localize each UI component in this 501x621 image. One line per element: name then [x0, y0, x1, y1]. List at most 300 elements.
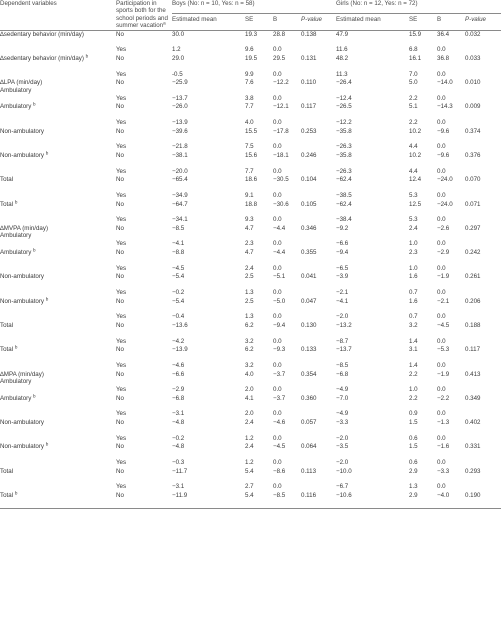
girls-p-value-cell [465, 338, 501, 347]
girls-p-value-cell: 0.297 [465, 224, 481, 232]
boys-estimated-mean-cell: −38.1 [172, 152, 188, 160]
girls-b-cell: 0.0 [437, 70, 446, 78]
table-row [0, 168, 501, 177]
girls-estimated-mean-cell: 48.2 [336, 54, 349, 62]
dependent-variable-cell [0, 55, 116, 71]
girls-se-cell: 1.0 [409, 386, 418, 394]
dependent-variable-sublabel: Ambulatory [0, 232, 32, 240]
footnote-mark: b [14, 199, 18, 205]
dependent-variable-cell [0, 443, 116, 459]
boys-b-cell: 29.5 [273, 54, 286, 62]
dependent-variable-label: Total [0, 491, 14, 499]
boys-group-header: Boys (No: n = 10, Yes: n = 58) [172, 0, 336, 13]
girls-b-header: B [437, 15, 442, 23]
dependent-variable-cell [0, 46, 116, 55]
girls-p-value-cell: 0.376 [465, 152, 481, 160]
girls-estimated-mean-cell: −4.9 [336, 386, 349, 394]
girls-se-cell: 1.4 [409, 361, 418, 369]
girls-se-cell: 5.3 [409, 191, 418, 199]
footnote-mark: b [45, 150, 49, 156]
table-row [0, 95, 501, 104]
participation-cell: Yes [116, 216, 127, 224]
girls-estimated-mean-cell: −9.4 [336, 249, 349, 257]
boys-b-cell: 0.0 [273, 289, 282, 297]
boys-se-cell: 15.5 [245, 127, 258, 135]
participation-cell: No [116, 152, 124, 160]
boys-b-cell: −9.3 [273, 346, 286, 354]
boys-estimated-mean-cell: −65.4 [172, 176, 188, 184]
girls-b-cell: −1.9 [437, 273, 450, 281]
girls-b-cell: −1.6 [437, 443, 450, 451]
dependent-variable-label: Total [0, 176, 14, 184]
dependent-variable-label: ∆LPA (min/day) [0, 79, 43, 87]
boys-p-value-cell: 0.113 [301, 467, 317, 475]
dependent-variable-cell [0, 176, 116, 192]
table-row [0, 362, 501, 371]
boys-b-cell: 0.0 [273, 410, 282, 418]
girls-estimated-mean-cell: −2.0 [336, 313, 349, 321]
boys-se-cell: 4.1 [245, 394, 254, 402]
boys-b-cell: 0.0 [273, 386, 282, 394]
boys-estimated-mean-cell: −25.9 [172, 79, 188, 87]
dependent-variable-cell [0, 483, 116, 492]
boys-p-value-cell: 0.346 [301, 224, 317, 232]
boys-b-cell: −4.5 [273, 443, 286, 451]
boys-b-cell: 0.0 [273, 191, 282, 199]
boys-estimated-mean-cell: −0.2 [172, 289, 185, 297]
boys-se-cell: 9.9 [245, 70, 254, 78]
boys-se-cell: 1.3 [245, 289, 254, 297]
girls-se-cell: 2.3 [409, 249, 418, 257]
participation-cell: No [116, 176, 124, 184]
boys-p-value-cell: 0.041 [301, 273, 317, 281]
dependent-variable-cell [0, 168, 116, 177]
girls-p-value-cell: 0.033 [465, 54, 481, 62]
boys-estimated-mean-cell: −2.9 [172, 386, 185, 394]
participation-cell: Yes [116, 361, 127, 369]
girls-p-value-cell [465, 459, 501, 468]
girls-estimated-mean-cell: −4.9 [336, 410, 349, 418]
dependent-variable-cell [0, 201, 116, 217]
boys-estimated-mean-cell: −20.0 [172, 167, 188, 175]
participation-cell: No [116, 370, 124, 378]
boys-b-cell: 0.0 [273, 94, 282, 102]
boys-se-cell: 2.4 [245, 419, 254, 427]
girls-se-cell: 1.0 [409, 240, 418, 248]
girls-estimated-mean-cell: −6.5 [336, 264, 349, 272]
girls-estimated-mean-cell: −10.0 [336, 467, 352, 475]
boys-estimated-mean-cell: −6.8 [172, 394, 185, 402]
girls-estimated-mean-cell: −35.8 [336, 127, 352, 135]
participation-cell: No [116, 273, 124, 281]
boys-b-cell: 0.0 [273, 361, 282, 369]
girls-se-cell: 5.1 [409, 103, 418, 111]
girls-group-header: Girls (No: n = 12, Yes: n = 72) [336, 0, 501, 13]
boys-p-value-cell [301, 143, 336, 152]
dependent-variable-cell [0, 240, 116, 249]
table-row [0, 176, 501, 192]
boys-p-value-cell: 0.116 [301, 492, 336, 508]
girls-b-cell: 0.0 [437, 434, 446, 442]
participation-cell: No [116, 249, 124, 257]
dependent-variable-label: ∆MVPA (min/day) [0, 224, 49, 232]
boys-b-cell: 0.0 [273, 240, 282, 248]
dependent-variable-cell [0, 225, 116, 241]
girls-estimated-mean-cell: 11.6 [336, 46, 348, 54]
girls-p-value-cell [465, 386, 501, 395]
girls-p-value-cell: 0.206 [465, 297, 481, 305]
boys-p-value-cell [301, 362, 336, 371]
boys-b-cell: −4.6 [273, 419, 286, 427]
boys-estimated-mean-cell: 1.2 [172, 46, 181, 54]
participation-cell: No [116, 297, 124, 305]
participation-cell: Yes [116, 410, 127, 418]
boys-b-cell: −12.2 [273, 79, 289, 87]
boys-estimated-mean-cell: −8.5 [172, 224, 185, 232]
boys-se-cell: 7.5 [245, 143, 254, 151]
girls-se-cell: 0.7 [409, 313, 418, 321]
dependent-variable-cell [0, 289, 116, 298]
boys-p-value-cell [301, 483, 336, 492]
boys-estimated-mean-cell: -0.5 [172, 70, 183, 78]
dependent-variable-label: Total [0, 346, 14, 354]
dependent-variable-label: ∆MPA (min/day) [0, 370, 44, 378]
boys-b-cell: −30.5 [273, 176, 289, 184]
girls-b-cell: 0.0 [437, 459, 446, 466]
boys-estimated-mean-cell: −13.9 [172, 346, 188, 354]
boys-p-value-cell: 0.246 [301, 152, 317, 160]
boys-p-value-cell [301, 46, 336, 55]
girls-p-value-cell [465, 240, 501, 249]
dependent-variable-cell [0, 362, 116, 371]
girls-estimated-mean-cell: −26.4 [336, 79, 352, 87]
girls-se-cell: 2.9 [409, 492, 437, 508]
boys-se-cell: 7.6 [245, 79, 254, 87]
boys-se-cell: 2.4 [245, 264, 254, 272]
table-row [0, 395, 501, 411]
boys-b-cell: −5.1 [273, 273, 286, 281]
boys-se-cell: 2.0 [245, 410, 254, 418]
girls-se-cell: 0.6 [409, 459, 418, 466]
boys-p-value-cell: 0.133 [301, 346, 317, 354]
girls-se-cell: 1.0 [409, 264, 418, 272]
girls-p-value-cell [465, 216, 501, 225]
boys-p-value-cell: 0.047 [301, 297, 317, 305]
boys-estimated-mean-cell: −5.4 [172, 297, 185, 305]
boys-p-value-cell: 0.105 [301, 200, 317, 208]
girls-se-cell: 1.6 [409, 273, 418, 281]
girls-se-cell: 2.2 [409, 94, 418, 102]
boys-b-cell: 0.0 [273, 264, 282, 272]
boys-se-cell: 9.6 [245, 46, 254, 54]
boys-estimated-mean-cell: −21.8 [172, 143, 188, 151]
participation-cell: Yes [116, 483, 127, 491]
boys-b-cell: 0.0 [273, 483, 282, 491]
boys-estimated-mean-cell: −39.6 [172, 127, 188, 135]
boys-p-value-cell [301, 71, 336, 80]
dependent-variable-sublabel: Ambulatory [0, 377, 32, 385]
girls-se-cell: 4.4 [409, 167, 418, 175]
girls-se-cell: 4.4 [409, 143, 418, 151]
table-row [0, 410, 501, 419]
boys-se-cell: 19.5 [245, 54, 258, 62]
table-row [0, 265, 501, 274]
dependent-variable-label: Non-ambulatory [0, 127, 45, 135]
dependent-variable-label: Non-ambulatory [0, 152, 45, 160]
participation-cell: Yes [116, 337, 127, 345]
boys-se-header: SE [245, 15, 254, 23]
table-row [0, 468, 501, 484]
dependent-variable-label: Non-ambulatory [0, 419, 45, 427]
dependent-variable-cell [0, 128, 116, 144]
boys-estimated-mean-cell: −34.9 [172, 191, 188, 199]
dependent-variable-cell [0, 31, 116, 47]
boys-se-cell: 1.2 [245, 434, 254, 442]
boys-se-cell: 3.2 [245, 361, 254, 369]
table-row [0, 71, 501, 80]
boys-estimated-mean-cell: −34.1 [172, 216, 188, 224]
boys-estimated-mean-cell: −4.6 [172, 361, 185, 369]
girls-b-cell: −2.1 [437, 297, 450, 305]
boys-b-cell: 0.0 [273, 313, 282, 321]
table-row [0, 273, 501, 289]
footnote-mark: b [14, 344, 18, 350]
participation-cell: Yes [116, 240, 127, 248]
boys-p-value-cell [301, 289, 336, 298]
girls-b-cell: 0.0 [437, 119, 446, 127]
girls-b-cell: −14.3 [437, 103, 453, 111]
girls-b-cell: 0.0 [437, 191, 446, 199]
participation-cell: No [116, 54, 124, 62]
dependent-variable-cell [0, 71, 116, 80]
girls-p-value-cell: 0.190 [465, 492, 501, 508]
boys-se-cell: 9.3 [245, 216, 254, 224]
dependent-variable-cell [0, 103, 116, 119]
girls-b-cell: 0.0 [437, 240, 446, 248]
boys-se-cell: 5.4 [245, 467, 254, 475]
boys-b-cell: −8.5 [273, 492, 301, 508]
boys-b-cell: 0.0 [273, 143, 282, 151]
boys-estimated-mean-cell: −0.2 [172, 434, 185, 442]
boys-estimated-mean-cell: −8.8 [172, 249, 185, 257]
girls-b-cell: 0.0 [437, 264, 446, 272]
girls-b-cell: −24.0 [437, 200, 453, 208]
dependent-variable-sublabel: Ambulatory [0, 86, 32, 94]
dependent-variable-label: Total [0, 467, 14, 475]
boys-se-cell: 19.3 [245, 30, 258, 38]
girls-estimated-mean-cell: −3.3 [336, 419, 349, 427]
boys-b-cell: −8.6 [273, 467, 286, 475]
dependent-variable-label: ∆sedentary behavior (min/day) [0, 30, 84, 38]
girls-b-cell: 0.0 [437, 483, 446, 491]
boys-se-cell: 3.8 [245, 94, 254, 102]
boys-p-value-cell [301, 459, 336, 468]
footnote-mark: b [45, 441, 49, 447]
boys-p-value-cell: 0.360 [301, 394, 317, 402]
participation-cell: No [116, 322, 124, 329]
boys-b-cell: −9.4 [273, 322, 286, 329]
participation-cell: Yes [116, 386, 127, 394]
table-row [0, 46, 501, 55]
girls-estimated-mean-cell: −2.1 [336, 289, 349, 297]
boys-estimated-mean-cell: −0.3 [172, 459, 185, 466]
participation-cell: Yes [116, 70, 127, 78]
girls-estimated-mean-cell: −3.9 [336, 273, 349, 281]
participation-cell: No [116, 30, 124, 38]
boys-se-cell: 15.6 [245, 152, 258, 160]
boys-p-value-cell: 0.117 [301, 103, 317, 111]
table-row [0, 346, 501, 362]
dependent-variable-cell [0, 143, 116, 152]
girls-estimated-mean-cell: −26.3 [336, 143, 352, 151]
boys-b-cell: −5.0 [273, 297, 286, 305]
dependent-variable-cell [0, 119, 116, 128]
boys-p-value-cell [301, 435, 336, 444]
girls-estimated-mean-cell: −12.2 [336, 119, 352, 127]
girls-estimated-mean-cell: −6.8 [336, 370, 349, 378]
boys-p-value-cell [301, 265, 336, 274]
girls-estimated-mean-cell: −13.7 [336, 346, 352, 354]
table-row [0, 298, 501, 314]
table-row [0, 322, 501, 338]
girls-b-cell: −2.9 [437, 249, 450, 257]
girls-estimated-mean-cell: −2.0 [336, 434, 349, 442]
dependent-variable-label: Ambulatory [0, 249, 32, 257]
boys-b-cell: 0.0 [273, 459, 282, 466]
dependent-variable-cell [0, 338, 116, 347]
girls-estimated-mean-cell: −35.8 [336, 152, 352, 160]
dependent-variable-cell [0, 273, 116, 289]
participation-header [116, 0, 172, 30]
dependent-variable-cell [0, 79, 116, 95]
boys-estimated-mean-cell: −3.1 [172, 410, 185, 418]
girls-p-value-cell: 0.009 [465, 103, 481, 111]
boys-estimated-mean-cell: −4.2 [172, 337, 185, 345]
table-row [0, 435, 501, 444]
dependent-variable-cell [0, 468, 116, 484]
girls-se-cell: 3.1 [409, 346, 418, 354]
table-row [0, 419, 501, 435]
boys-se-cell: 2.7 [245, 483, 254, 491]
boys-b-cell: 28.8 [273, 30, 286, 38]
boys-p-value-cell: 0.253 [301, 127, 317, 135]
boys-b-cell: 0.0 [273, 337, 282, 345]
participation-cell: Yes [116, 167, 127, 175]
table-row [0, 240, 501, 249]
girls-estimated-mean-cell: −7.0 [336, 394, 349, 402]
dependent-variable-label: Non-ambulatory [0, 443, 45, 451]
boys-b-cell: −30.6 [273, 200, 289, 208]
boys-p-value-cell [301, 240, 336, 249]
girls-p-value-cell: 0.402 [465, 419, 481, 427]
girls-estimated-mean-cell: −6.6 [336, 240, 349, 248]
table-row [0, 119, 501, 128]
dependent-variable-cell [0, 459, 116, 468]
boys-p-value-cell: 0.057 [301, 419, 317, 427]
girls-se-cell: 2.2 [409, 394, 418, 402]
table-row [0, 201, 501, 217]
boys-se-cell: 4.7 [245, 249, 254, 257]
girls-estimated-mean-cell: −8.7 [336, 337, 349, 345]
dependent-variable-cell [0, 192, 116, 201]
boys-se-cell: 4.0 [245, 119, 254, 127]
dependent-variable-cell [0, 265, 116, 274]
girls-b-cell: 0.0 [437, 410, 446, 418]
girls-se-cell: 1.4 [409, 337, 418, 345]
girls-p-value-cell: 0.413 [465, 370, 481, 378]
participation-cell: No [116, 394, 124, 402]
dependent-variable-label: Total [0, 322, 14, 329]
boys-se-cell: 18.8 [245, 200, 258, 208]
girls-b-cell: −24.0 [437, 176, 453, 184]
boys-b-cell: −12.1 [273, 103, 289, 111]
girls-estimated-mean-cell: −4.1 [336, 297, 349, 305]
boys-estimated-mean-cell: −4.5 [172, 264, 185, 272]
dependent-variable-label: Total [0, 200, 14, 208]
girls-b-cell: −9.6 [437, 152, 450, 160]
boys-p-value-cell: 0.130 [301, 322, 317, 329]
boys-p-value-cell: 0.110 [301, 79, 317, 87]
dependent-variable-cell [0, 371, 116, 387]
girls-se-cell: 3.2 [409, 322, 418, 329]
boys-se-cell: 2.3 [245, 240, 254, 248]
boys-estimated-mean-cell: −4.8 [172, 443, 185, 451]
girls-p-value-cell: 0.261 [465, 273, 481, 281]
boys-se-cell: 6.2 [245, 346, 254, 354]
boys-p-value-cell [301, 168, 336, 177]
boys-p-value-cell: 0.104 [301, 176, 317, 184]
girls-se-cell: 1.5 [409, 419, 418, 427]
girls-estimated-mean-cell: −26.5 [336, 103, 352, 111]
girls-b-cell: 36.4 [437, 30, 450, 38]
table-row [0, 128, 501, 144]
table-body [0, 31, 501, 508]
participation-cell: Yes [116, 94, 127, 102]
girls-estimated-mean-cell: 47.9 [336, 30, 349, 38]
participation-cell: No [116, 224, 124, 232]
participation-footnote-mark: a [163, 20, 166, 26]
participation-cell: Yes [116, 143, 127, 151]
boys-p-value-header: P-value [301, 15, 322, 23]
girls-se-cell: 10.2 [409, 127, 422, 135]
girls-p-value-cell [465, 313, 501, 322]
girls-se-cell: 12.5 [409, 200, 422, 208]
boys-estimated-mean-cell: −13.7 [172, 94, 188, 102]
girls-se-cell: 0.9 [409, 410, 418, 418]
girls-b-cell: 0.0 [437, 167, 446, 175]
girls-b-cell: 0.0 [437, 46, 446, 54]
table-row [0, 103, 501, 119]
girls-b-cell: −5.3 [437, 346, 450, 354]
boys-estimated-mean-cell: −13.6 [172, 322, 188, 329]
dependent-variable-cell [0, 152, 116, 168]
girls-p-value-cell [465, 362, 501, 371]
dependent-variable-cell [0, 386, 116, 395]
boys-p-value-cell: 0.131 [301, 54, 317, 62]
girls-p-value-cell: 0.117 [465, 346, 481, 354]
participation-cell: Yes [116, 119, 127, 127]
participation-cell: Yes [116, 459, 127, 466]
girls-b-cell: 0.0 [437, 216, 446, 224]
table-row [0, 338, 501, 347]
header-row [0, 0, 501, 13]
participation-cell: No [116, 79, 124, 87]
dependent-variable-label: Ambulatory [0, 394, 32, 402]
boys-b-cell: −17.8 [273, 127, 289, 135]
table-row [0, 31, 501, 47]
girls-estimated-mean-cell: 11.3 [336, 70, 348, 78]
boys-se-cell: 1.3 [245, 313, 254, 321]
